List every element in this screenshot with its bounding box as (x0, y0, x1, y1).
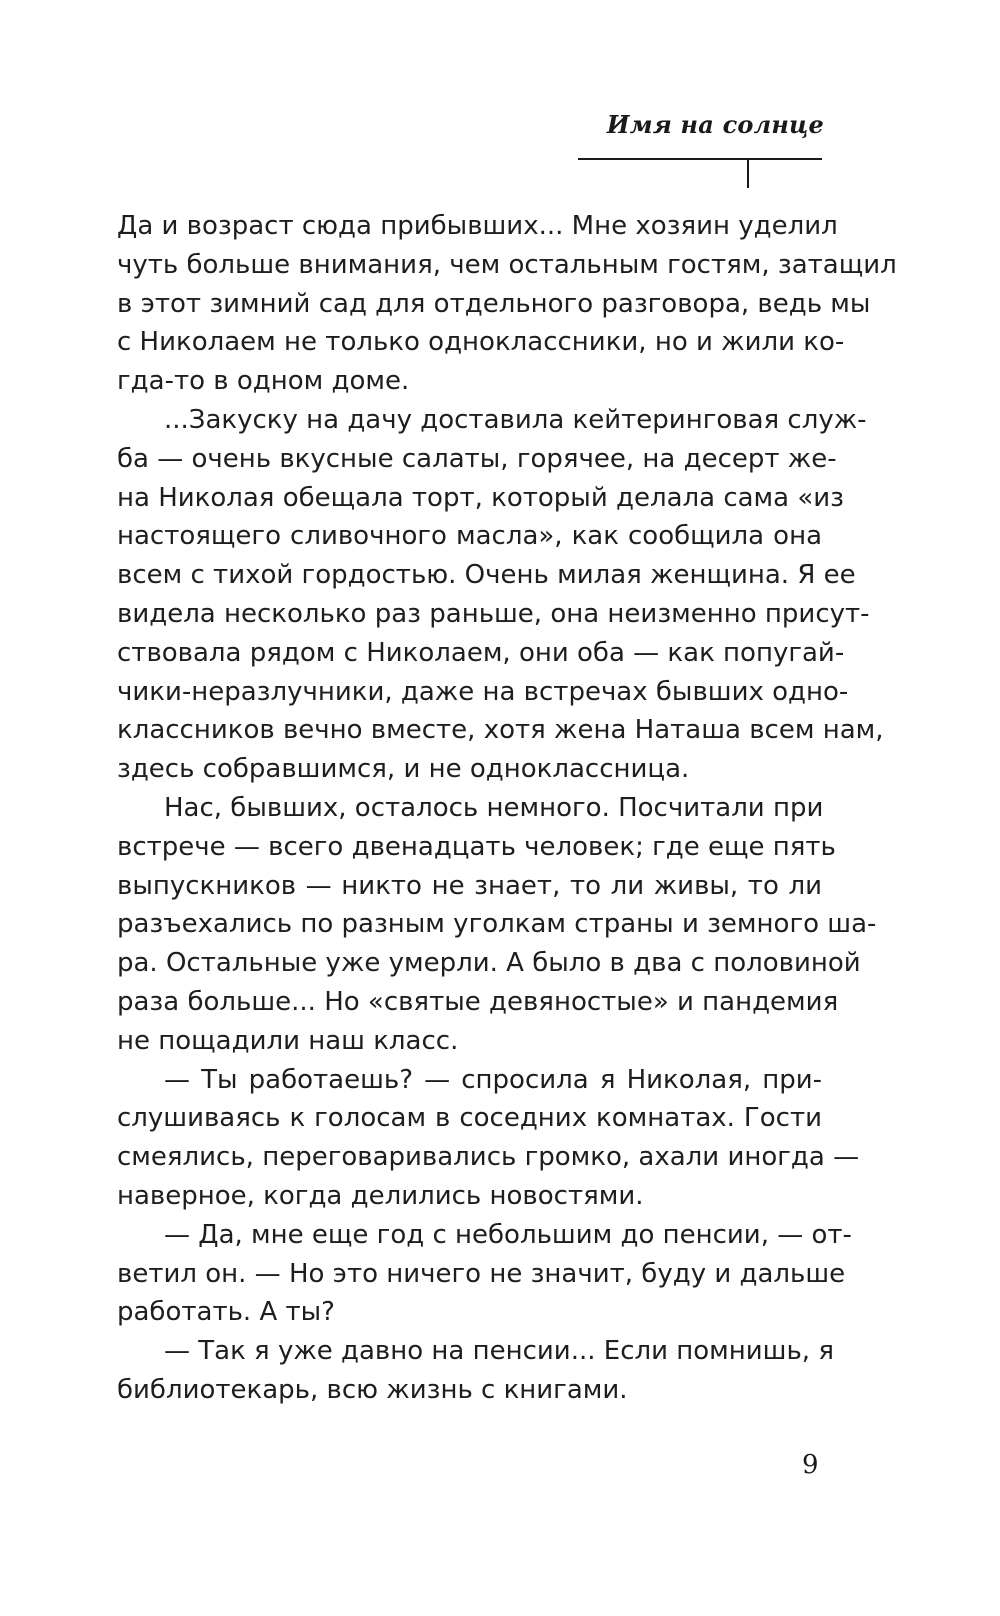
text-line: гда-то в одном доме. (117, 366, 410, 397)
text-line: библиотекарь, всю жизнь с книгами. (117, 1374, 628, 1405)
text-line: — Ты работаешь? — спросила я Николая, при- (164, 1064, 822, 1095)
text-line: в этот зимний сад для отдельного разговора, ведь мы (117, 288, 871, 319)
text-line: Нас, бывших, осталось немного. Посчитали при (164, 792, 824, 823)
text-line: на Николая обещала торт, который делала сама «из (117, 482, 844, 513)
text-line: Да и возраст сюда прибывших... Мне хозяин уделил (117, 211, 838, 241)
text-line: — Да, мне еще год с небольшим до пенсии, — от- (164, 1219, 852, 1250)
text-line: — Так я уже давно на пенсии... Если помнишь, я (164, 1336, 834, 1367)
text-line: здесь собравшимся, и не одноклассница. (117, 754, 690, 785)
text-line: классников вечно вместе, хотя жена Наташа всем нам, (117, 715, 884, 746)
text-line: всем с тихой гордостью. Очень милая женщина. Я ее (117, 560, 856, 591)
page-number: 9 (802, 1450, 819, 1480)
running-title: Имя на солнце (606, 110, 824, 139)
text-line: не пощадили наш класс. (117, 1025, 459, 1056)
text-line: раза больше... Но «святые девяностые» и пандемия (117, 986, 839, 1017)
header-rule-tick (747, 160, 749, 188)
body-text (117, 207, 897, 1410)
text-line: встрече — всего двенадцать человек; где еще пять (117, 831, 836, 862)
header-rule (578, 158, 822, 160)
text-line: ствовала рядом с Николаем, они оба — как попугай- (117, 637, 845, 668)
text-line: ветил он. — Но это ничего не значит, буду и дальше (117, 1258, 846, 1289)
text-line: ба — очень вкусные салаты, горячее, на десерт же- (117, 443, 837, 474)
text-line: смеялись, переговаривались громко, ахали иногда — (117, 1142, 860, 1173)
text-line: чики-неразлучники, даже на встречах бывших одно- (117, 676, 849, 707)
text-line: с Николаем не только одноклассники, но и жили ко- (117, 327, 845, 358)
text-line: видела несколько раз раньше, она неизменно присут- (117, 598, 870, 629)
text-line: слушиваясь к голосам в соседних комнатах. Гости (117, 1103, 822, 1134)
text-line: ра. Остальные уже умерли. А было в два с половиной (117, 948, 861, 979)
text-line: работать. А ты? (117, 1297, 335, 1328)
text-line: настоящего сливочного масла», как сообщила она (117, 521, 822, 552)
text-line: ...Закуску на дачу доставила кейтеринговая служ- (164, 404, 867, 435)
text-line: наверное, когда делились новостями. (117, 1180, 644, 1211)
text-line: разъехались по разным уголкам страны и земного ша- (117, 909, 877, 940)
text-line: выпускников — никто не знает, то ли живы, то ли (117, 870, 822, 901)
text-line: чуть больше внимания, чем остальным гостям, затащил (117, 249, 897, 280)
